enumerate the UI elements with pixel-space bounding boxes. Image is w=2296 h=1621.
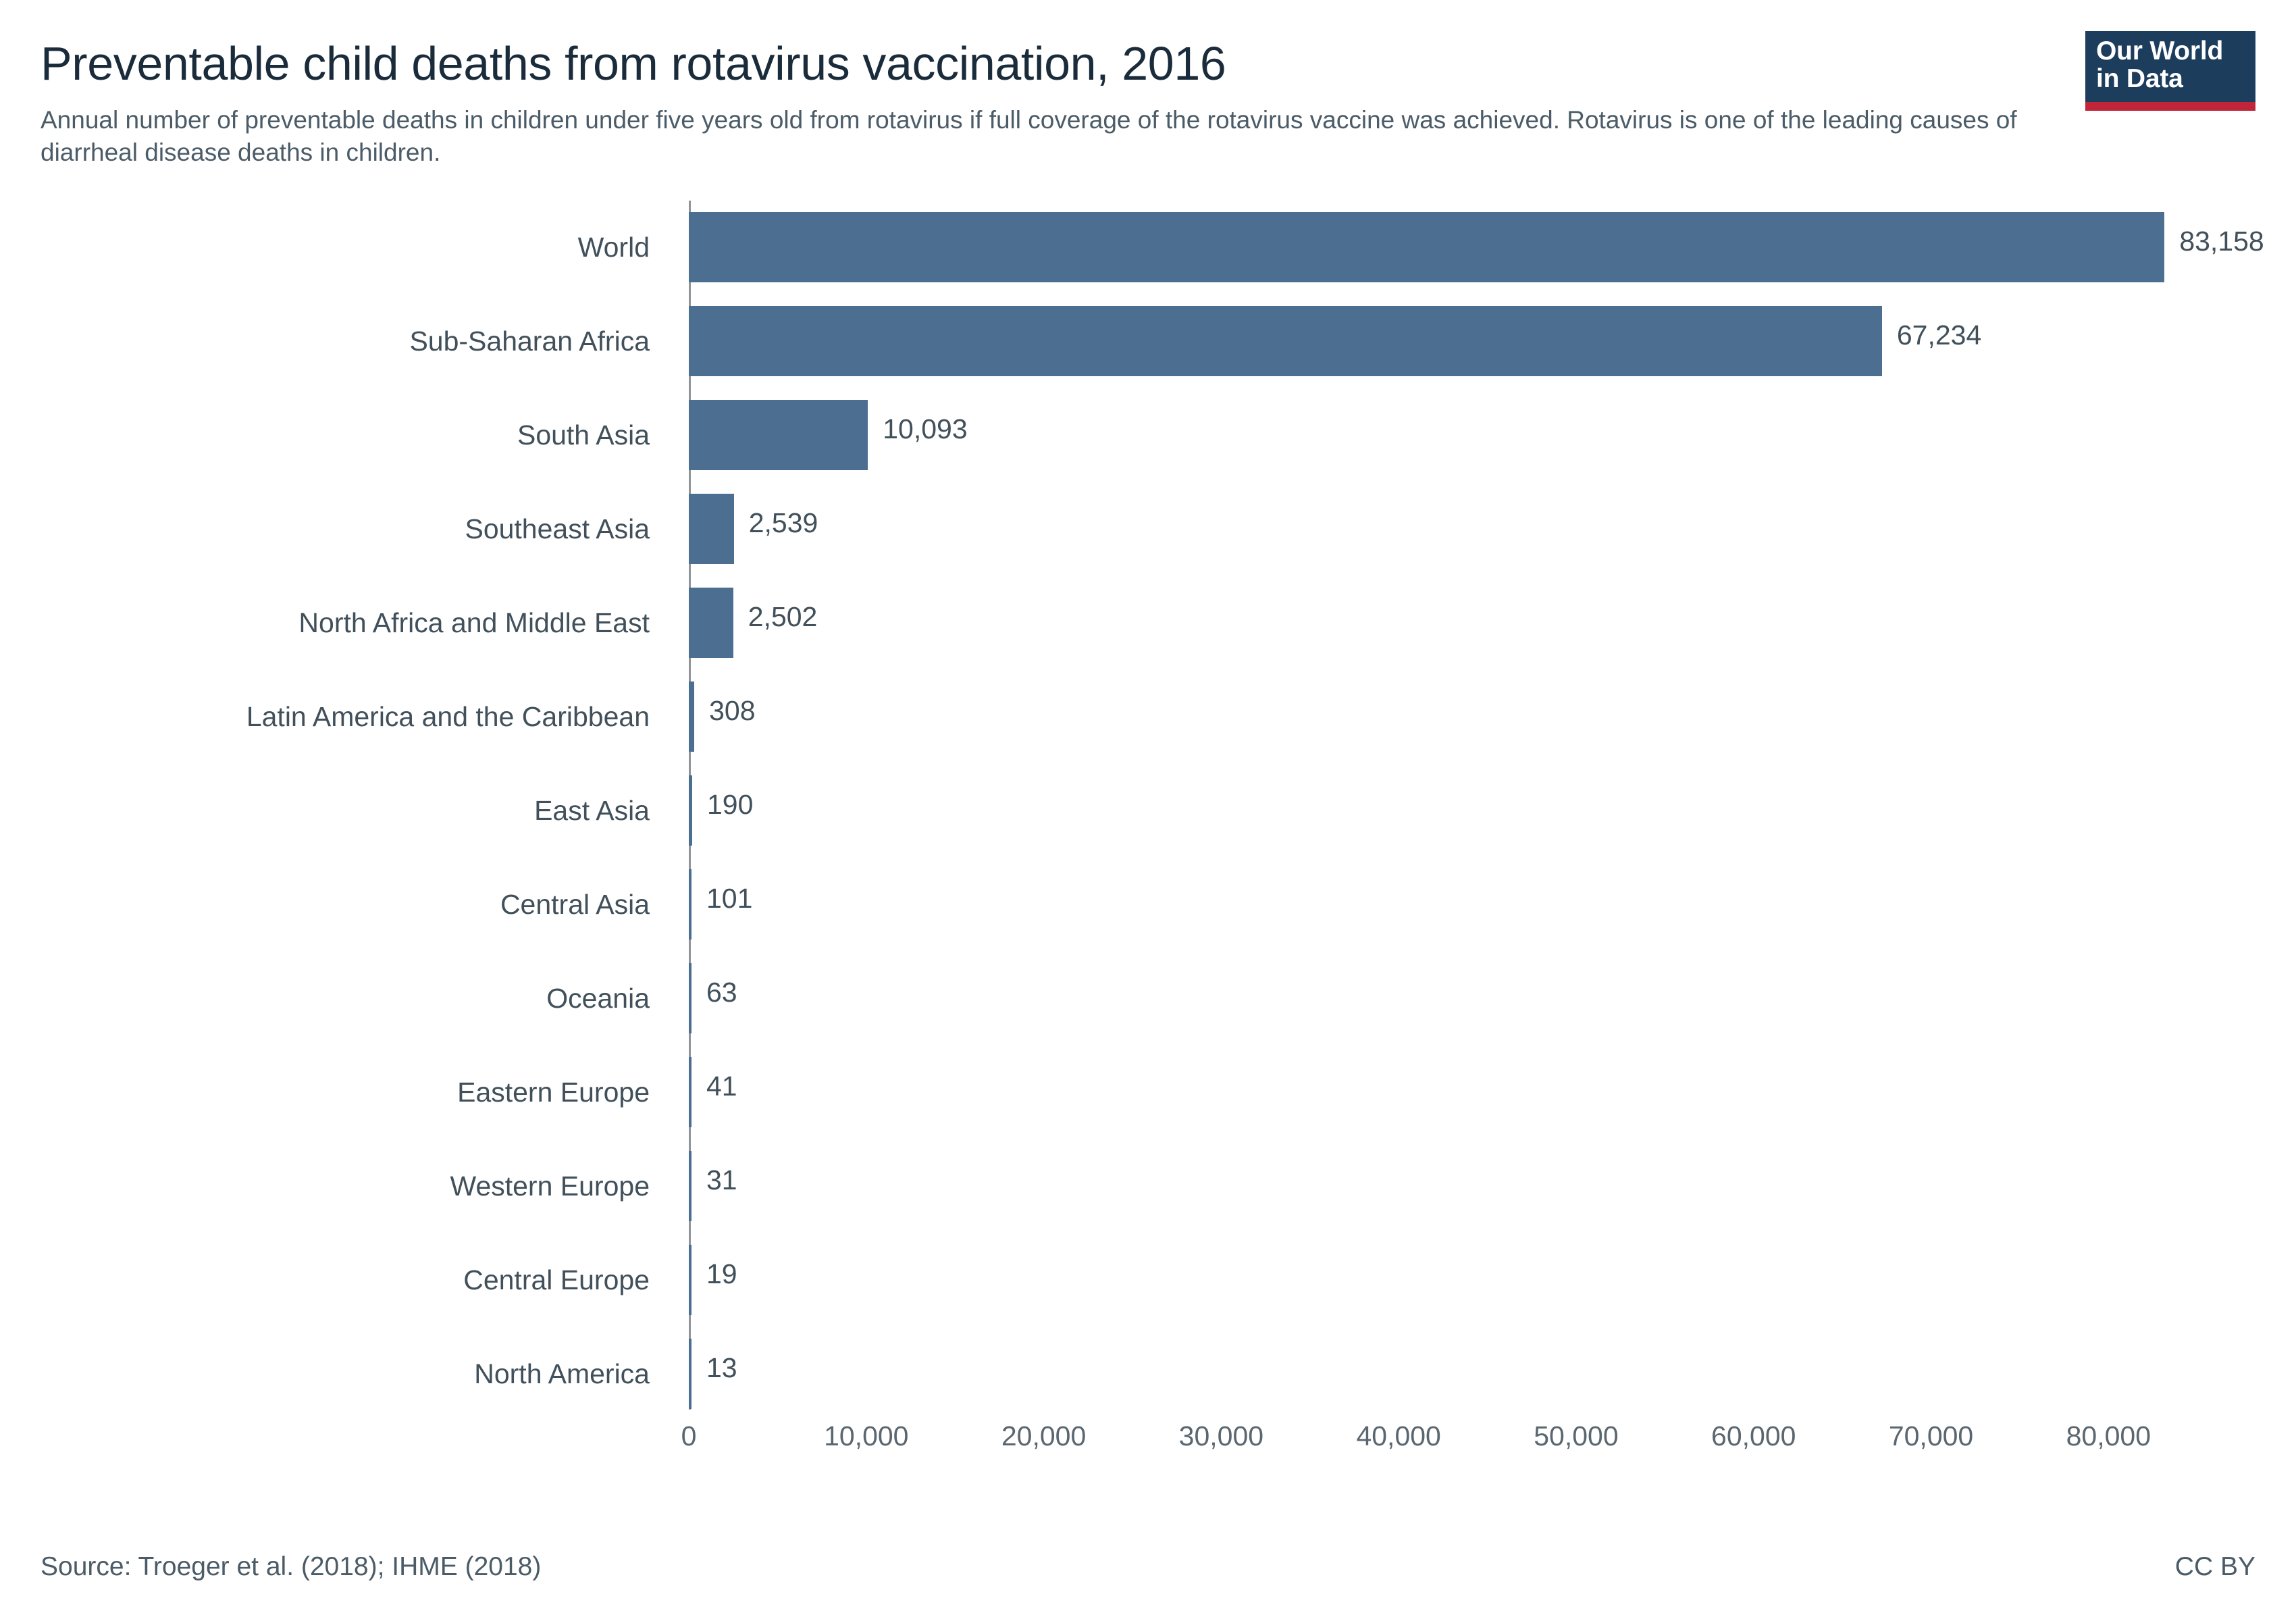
bar-value-label: 308 [709, 695, 756, 727]
bar[interactable] [689, 212, 2164, 282]
bar[interactable] [689, 963, 692, 1033]
category-label: Oceania [546, 983, 650, 1014]
category-label: Sub-Saharan Africa [409, 326, 650, 357]
logo-line-1: Our World [2096, 36, 2224, 66]
x-axis-tick-label: 30,000 [1178, 1420, 1264, 1452]
category-label: South Asia [517, 419, 650, 451]
bar-row[interactable] [689, 1233, 2215, 1327]
bar-value-label: 2,502 [748, 601, 818, 633]
chart-footer [41, 1552, 2255, 1582]
bar-value-label: 190 [706, 789, 754, 821]
category-label: North America [474, 1358, 650, 1390]
bar[interactable] [689, 1151, 692, 1221]
x-axis-tick-label: 40,000 [1356, 1420, 1441, 1452]
bar-row[interactable] [689, 670, 2215, 764]
page-title: Preventable child deaths from rotavirus vaccination, 2016 [41, 37, 1226, 90]
bar-row[interactable] [689, 1046, 2215, 1139]
chart-header [41, 35, 2255, 170]
category-label: World [577, 232, 650, 263]
bar-row[interactable] [689, 482, 2215, 576]
category-label: East Asia [534, 795, 650, 827]
category-label: North Africa and Middle East [298, 607, 650, 639]
category-label: Eastern Europe [457, 1077, 650, 1108]
bar[interactable] [689, 1245, 692, 1315]
chart-area [41, 201, 2264, 1484]
bar[interactable] [689, 775, 692, 846]
bar[interactable] [689, 681, 694, 752]
owid-logo[interactable] [2085, 31, 2255, 111]
bar-value-label: 101 [706, 883, 753, 915]
logo-line-2: in Data [2096, 63, 2183, 93]
bar-row[interactable] [689, 858, 2215, 952]
category-label: Latin America and the Caribbean [246, 701, 650, 733]
bar[interactable] [689, 1339, 692, 1409]
plot-region [681, 201, 2264, 1452]
page-subtitle: Annual number of preventable deaths in children under five years old from rotavirus if full coverage of the rotavirus vaccine was achieved. Rotavirus is one of the leading causes of diarrheal disease deaths in children. [41, 105, 2017, 167]
bar-row[interactable] [689, 388, 2215, 482]
bar-value-label: 10,093 [883, 413, 968, 445]
x-axis-tick-label: 50,000 [1534, 1420, 1619, 1452]
bar[interactable] [689, 869, 692, 940]
x-axis-tick-label: 10,000 [824, 1420, 909, 1452]
bar[interactable] [689, 400, 868, 470]
category-label: Southeast Asia [465, 513, 650, 545]
bar-row[interactable] [689, 764, 2215, 858]
bar-row[interactable] [689, 1139, 2215, 1233]
bar[interactable] [689, 588, 733, 658]
category-label: Western Europe [450, 1170, 650, 1202]
category-label: Central Asia [500, 889, 650, 921]
bar-value-label: 83,158 [2179, 226, 2264, 257]
bar-value-label: 31 [706, 1164, 737, 1196]
bar[interactable] [689, 1057, 692, 1127]
license-text[interactable]: CC BY [2174, 1552, 2255, 1581]
bar[interactable] [689, 306, 1882, 376]
bar[interactable] [689, 494, 734, 564]
x-axis-tick-label: 20,000 [1001, 1420, 1087, 1452]
bar-row[interactable] [689, 576, 2215, 670]
category-label: Central Europe [463, 1264, 650, 1296]
bar-value-label: 63 [706, 977, 737, 1008]
source-text: Source: Troeger et al. (2018); IHME (2018) [41, 1552, 542, 1581]
bar-row[interactable] [689, 294, 2215, 388]
x-axis-tick-label: 70,000 [1888, 1420, 1974, 1452]
x-axis-tick-label: 60,000 [1711, 1420, 1796, 1452]
bar-value-label: 2,539 [748, 507, 818, 539]
bar-value-label: 41 [706, 1071, 737, 1102]
bar-value-label: 19 [706, 1258, 737, 1290]
bar-row[interactable] [689, 1327, 2215, 1421]
bar-value-label: 13 [706, 1352, 737, 1384]
category-labels [41, 201, 669, 1410]
x-axis-tick-label: 80,000 [2066, 1420, 2151, 1452]
bar-value-label: 67,234 [1896, 319, 1982, 351]
x-axis-tick-label: 0 [681, 1420, 697, 1452]
bar-row[interactable] [689, 952, 2215, 1046]
bar-row[interactable] [689, 201, 2264, 294]
